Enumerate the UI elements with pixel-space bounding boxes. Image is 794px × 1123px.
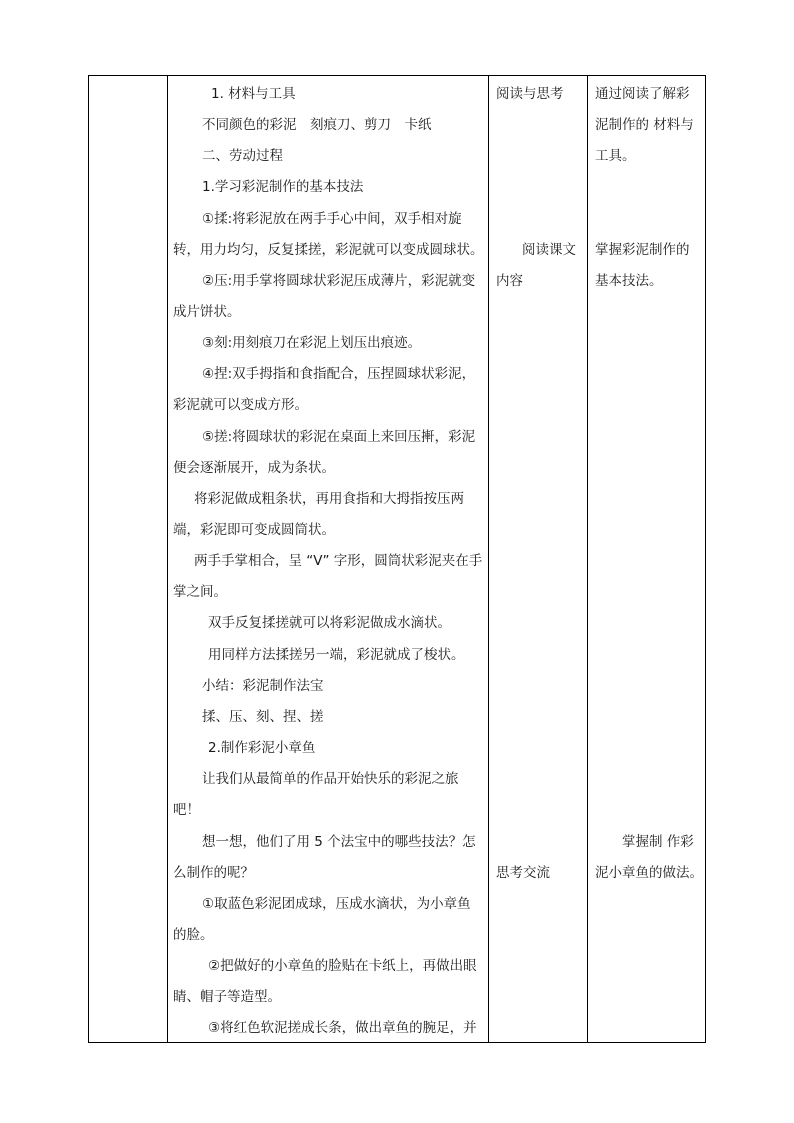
student-activity-cell bbox=[489, 76, 587, 1042]
text-line: 内容 bbox=[496, 273, 523, 289]
text-line: 双手反复揉搓就可以将彩泥做成水滴状。 bbox=[208, 615, 451, 631]
text-line: 通过阅读了解彩 bbox=[595, 86, 690, 102]
text-line: ①取蓝色彩泥团成球，压成水滴状，为小章鱼 bbox=[202, 896, 471, 912]
text-line: 泥小章鱼的做法。 bbox=[595, 865, 703, 881]
text-line: 基本技法。 bbox=[595, 273, 663, 289]
text-line: 掌之间。 bbox=[173, 584, 227, 600]
text-line: 吧！ bbox=[173, 802, 200, 818]
text-line: ③将红色软泥搓成长条，做出章鱼的腕足，并 bbox=[208, 1020, 477, 1036]
text-line: 2.制作彩泥小章鱼 bbox=[208, 740, 316, 756]
text-line: 转，用力均匀，反复揉搓，彩泥就可以变成圆球状。 bbox=[173, 242, 484, 258]
text-line: 掌握制 作彩 bbox=[622, 834, 694, 850]
text-line: 将彩泥做成粗条状，再用食指和大拇指按压两 bbox=[194, 491, 464, 507]
text-line: 的脸。 bbox=[173, 927, 214, 943]
text-line: 成片饼状。 bbox=[173, 304, 241, 320]
text-line: 1.学习彩泥制作的基本技法 bbox=[202, 179, 364, 195]
text-line: 泥制作的 材料与 bbox=[595, 117, 694, 133]
text-line: 二、劳动过程 bbox=[202, 148, 283, 164]
text-line: 让我们从最简单的作品开始快乐的彩泥之旅 bbox=[202, 771, 459, 787]
text-line: 么制作的呢？ bbox=[173, 865, 254, 881]
text-line: ④捏:双手拇指和食指配合，压捏圆球状彩泥， bbox=[202, 366, 476, 382]
text-line: ⑤搓:将圆球状的彩泥在桌面上来回压搟，彩泥 bbox=[202, 429, 476, 445]
text-line: ①揉:将彩泥放在两手手心中间，双手相对旋 bbox=[202, 211, 462, 227]
text-line: 两手手掌相合，呈 “V” 字形，圆筒状彩泥夹在手 bbox=[194, 553, 483, 569]
text-line: 端，彩泥即可变成圆筒状。 bbox=[173, 522, 335, 538]
text-line: ②压:用手掌将圆球状彩泥压成薄片，彩泥就变 bbox=[202, 273, 476, 289]
text-line: 思考交流 bbox=[496, 865, 550, 881]
text-line: 1. 材料与工具 bbox=[211, 86, 296, 102]
teaching-process-cell bbox=[168, 76, 488, 1042]
text-line: 阅读课文 bbox=[522, 242, 576, 258]
text-line: 用同样方法揉搓另一端，彩泥就成了梭状。 bbox=[208, 647, 465, 663]
text-line: ②把做好的小章鱼的脸贴在卡纸上，再做出眼 bbox=[208, 958, 477, 974]
text-line: 工具。 bbox=[595, 148, 636, 164]
text-line: 睛、帽子等造型。 bbox=[173, 989, 281, 1005]
text-line: 不同颜色的彩泥 刻痕刀、剪刀 卡纸 bbox=[202, 117, 432, 133]
design-intent-cell bbox=[588, 76, 706, 1042]
text-line: 揉、压、刻、捏、搓 bbox=[202, 709, 324, 725]
text-line: 彩泥就可以变成方形。 bbox=[173, 397, 308, 413]
text-line: 阅读与思考 bbox=[496, 86, 564, 102]
text-line: 想一想，他们了用 5 个法宝中的哪些技法？怎 bbox=[202, 834, 476, 850]
text-line: ③刻:用刻痕刀在彩泥上划压出痕迹。 bbox=[202, 335, 422, 351]
lesson-table bbox=[88, 75, 706, 1043]
text-line: 掌握彩泥制作的 bbox=[595, 242, 690, 258]
text-line: 小结：彩泥制作法宝 bbox=[202, 678, 324, 694]
text-line: 便会逐渐展开，成为条状。 bbox=[173, 460, 335, 476]
